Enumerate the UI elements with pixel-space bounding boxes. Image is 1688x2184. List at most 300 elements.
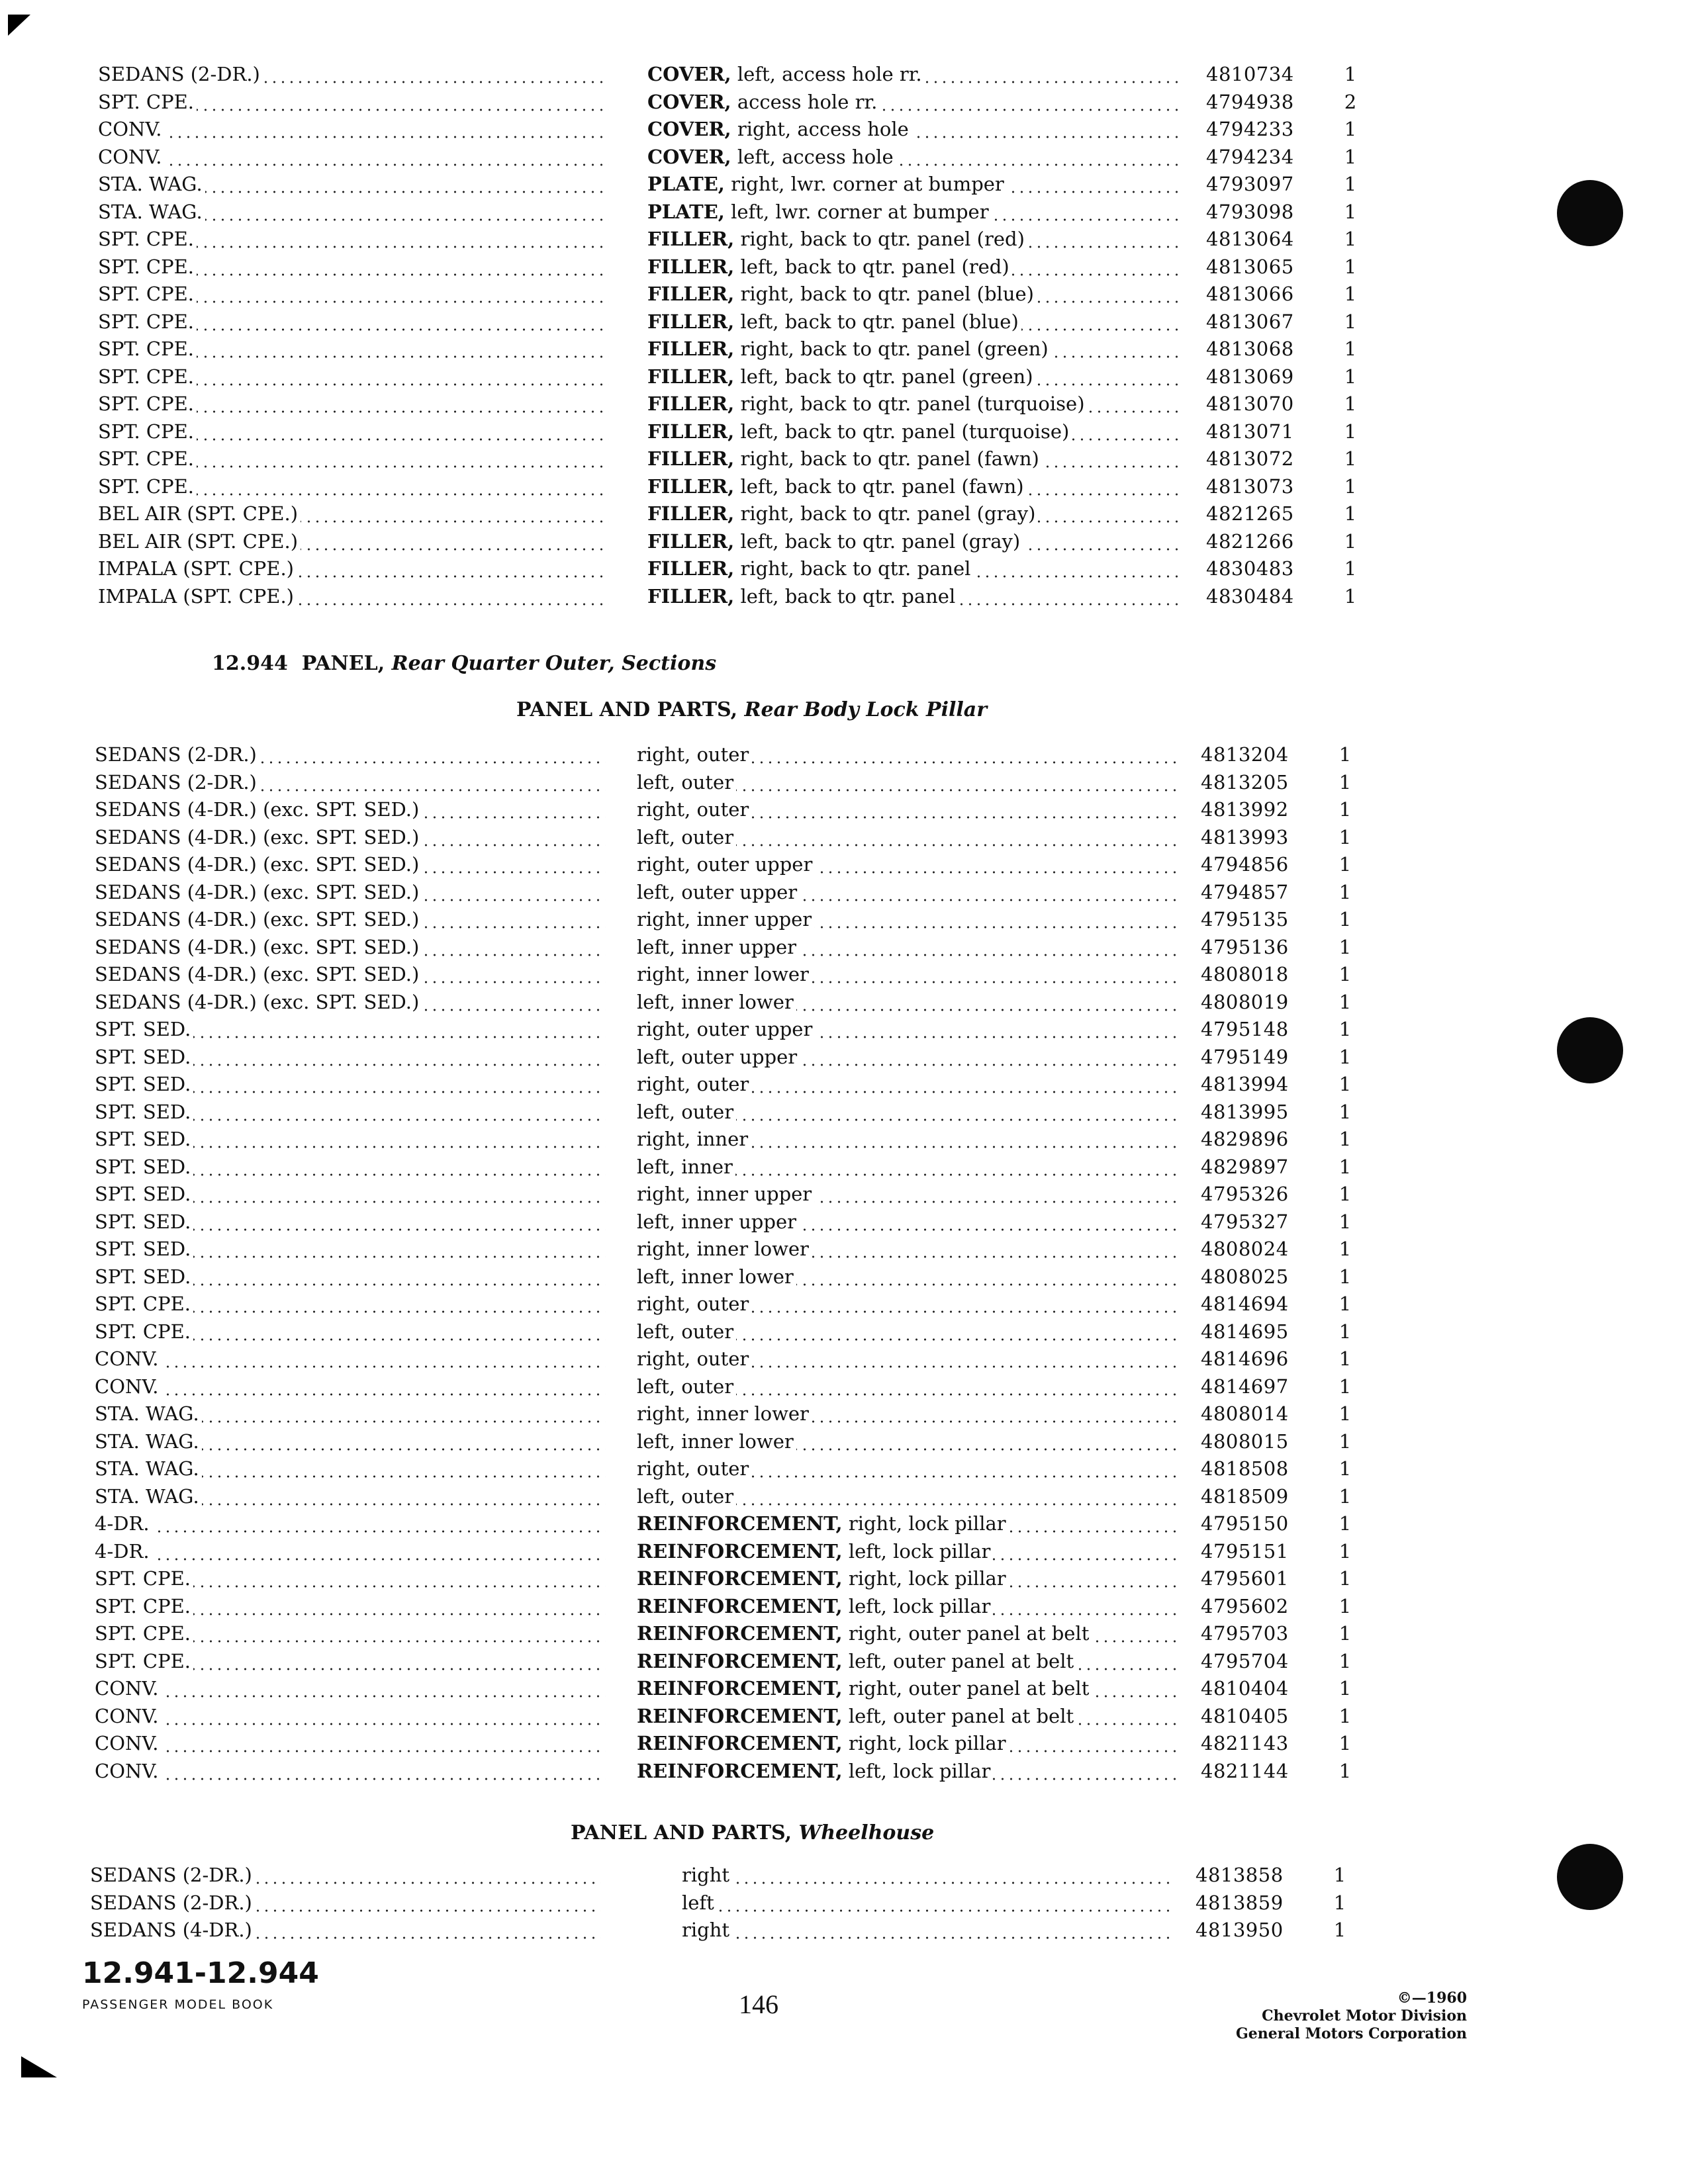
quantity: 1 [1344, 228, 1357, 250]
description-cell [647, 89, 1184, 116]
model-text: SEDANS (2-DR.) [95, 743, 259, 766]
quantity: 1 [1338, 1594, 1352, 1617]
model-text: SPT. CPE. [98, 338, 197, 360]
table-row [0, 1263, 1688, 1291]
description-detail: left, outer upper [637, 880, 798, 903]
model-cell [95, 906, 606, 934]
copyright-year: ©—1960 [1397, 1989, 1467, 2007]
table-row [0, 226, 1688, 253]
model-cell [98, 418, 609, 446]
description-cell [637, 1565, 1180, 1593]
description-cell [637, 1318, 1180, 1346]
description-keyword: FILLER, [647, 338, 735, 360]
description-cell [637, 1730, 1180, 1758]
description-cell [637, 934, 1180, 962]
description-keyword: FILLER, [647, 310, 735, 333]
footer-book-title: PASSENGER MODEL BOOK [82, 1997, 274, 2012]
part-number: 4793098 [1206, 200, 1294, 223]
description-keyword: FILLER, [647, 228, 735, 250]
quantity: 1 [1344, 63, 1357, 85]
description-cell [637, 1345, 1180, 1373]
model-text: SEDANS (4-DR.) (exc. SPT. SED.) [95, 908, 422, 931]
description-detail: right, outer [637, 798, 749, 821]
description-keyword: FILLER, [647, 255, 735, 278]
model-text: SEDANS (4-DR.) (exc. SPT. SED.) [95, 963, 422, 985]
part-number: 4808019 [1201, 990, 1289, 1013]
description-cell [637, 1016, 1180, 1044]
part-number: 4795135 [1201, 908, 1289, 931]
part-number: 4795326 [1201, 1183, 1289, 1205]
description-text [637, 1540, 993, 1563]
description-detail: right, inner upper [637, 1183, 812, 1205]
table-row [0, 824, 1688, 852]
description-detail: right, lock pillar [842, 1732, 1006, 1754]
model-text: SEDANS (4-DR.) [90, 1919, 255, 1941]
description-cell [647, 583, 1184, 611]
quantity: 1 [1338, 1210, 1352, 1233]
table-row [0, 1703, 1688, 1731]
description-cell [637, 796, 1180, 824]
description-text [637, 1512, 1009, 1535]
description-text [647, 228, 1027, 250]
model-cell [95, 1455, 606, 1483]
description-keyword: FILLER, [647, 392, 735, 415]
description-detail: left, back to qtr. panel (turquoise) [734, 420, 1070, 443]
quantity: 1 [1338, 908, 1352, 931]
part-number: 4813995 [1201, 1100, 1289, 1123]
description-keyword: REINFORCEMENT, [637, 1649, 843, 1672]
section-title-caps: PANEL, [301, 652, 385, 675]
model-cell [98, 144, 609, 171]
footer-section-range: 12.941-12.944 [82, 1956, 319, 1990]
part-number: 4808018 [1201, 963, 1289, 985]
description-text [647, 420, 1072, 443]
model-text: SPT. CPE. [95, 1320, 193, 1343]
description-cell [637, 1071, 1180, 1099]
part-number: 4795150 [1201, 1512, 1289, 1535]
quantity: 1 [1344, 475, 1357, 498]
model-cell [95, 1730, 606, 1758]
description-detail: left, back to qtr. panel (red) [734, 255, 1009, 278]
table-row [0, 281, 1688, 308]
description-cell [647, 500, 1184, 528]
description-cell [637, 906, 1180, 934]
model-text: STA. WAG. [95, 1485, 202, 1508]
quantity: 1 [1344, 118, 1357, 140]
description-cell [637, 1703, 1180, 1731]
table-row [0, 1917, 1688, 1944]
description-detail: right, outer [637, 1073, 749, 1095]
description-detail: right, outer [637, 1293, 749, 1315]
quantity: 1 [1338, 1265, 1352, 1288]
description-detail: left, outer [637, 1100, 734, 1123]
quantity: 1 [1344, 310, 1357, 333]
description-text [637, 826, 736, 848]
corner-mark-bottom-left [20, 2055, 60, 2081]
description-text [637, 1677, 1092, 1700]
part-number: 4813205 [1201, 770, 1289, 794]
table-row [0, 934, 1688, 962]
description-cell [637, 989, 1180, 1017]
part-number: 4810405 [1201, 1704, 1289, 1727]
quantity: 1 [1344, 447, 1357, 470]
description-text [637, 1265, 796, 1288]
model-text: IMPALA (SPT. CPE.) [98, 557, 297, 580]
description-detail: right, inner [637, 1128, 749, 1150]
model-cell [98, 555, 609, 583]
model-cell [98, 308, 609, 336]
model-cell [95, 1154, 606, 1181]
model-cell [98, 473, 609, 501]
model-cell [95, 824, 606, 852]
table-row [0, 1510, 1688, 1538]
model-text: STA. WAG. [95, 1430, 202, 1453]
table-row [0, 528, 1688, 556]
table-row [0, 1889, 1688, 1917]
description-cell [637, 1620, 1180, 1648]
model-text: SPT. SED. [95, 1101, 193, 1123]
part-number: 4795601 [1201, 1567, 1289, 1590]
table-row [0, 171, 1688, 199]
quantity: 1 [1344, 420, 1357, 443]
table-row [0, 1099, 1688, 1126]
description-keyword: REINFORCEMENT, [637, 1732, 843, 1754]
description-text [647, 146, 896, 168]
quantity: 1 [1344, 584, 1357, 608]
description-detail: right, lock pillar [842, 1512, 1006, 1535]
model-cell [95, 1428, 606, 1456]
description-detail: left, inner upper [637, 1210, 796, 1233]
description-cell [682, 1862, 1174, 1889]
description-text [647, 447, 1042, 470]
description-text [637, 1156, 735, 1178]
part-number: 4813204 [1201, 743, 1289, 766]
model-text: BEL AIR (SPT. CPE.) [98, 530, 301, 553]
quantity: 1 [1344, 557, 1357, 580]
quantity: 1 [1344, 145, 1357, 168]
model-text: SPT. CPE. [98, 365, 197, 388]
part-number: 4808024 [1201, 1238, 1289, 1260]
model-cell [95, 1208, 606, 1236]
part-number: 4818508 [1201, 1457, 1289, 1480]
description-text [637, 1760, 993, 1782]
quantity: 1 [1338, 1759, 1352, 1782]
description-detail: right, back to qtr. panel (gray) [734, 502, 1036, 525]
description-cell [647, 61, 1184, 89]
quantity: 1 [1338, 1677, 1352, 1700]
quantity: 1 [1344, 502, 1357, 525]
quantity: 1 [1338, 1539, 1352, 1563]
model-cell [95, 1565, 606, 1593]
model-cell [95, 1071, 606, 1099]
model-text: SEDANS (2-DR.) [98, 63, 263, 85]
description-keyword: FILLER, [647, 447, 735, 470]
model-text: SEDANS (4-DR.) (exc. SPT. SED.) [95, 991, 422, 1013]
description-text [647, 118, 912, 140]
section-number: 12.944 [212, 652, 288, 675]
description-cell [647, 226, 1184, 253]
description-keyword: REINFORCEMENT, [637, 1622, 843, 1645]
description-detail: left, outer upper [637, 1045, 798, 1068]
copyright-division: Chevrolet Motor Division [1262, 2007, 1467, 2025]
description-text [682, 1891, 717, 1914]
model-text: SEDANS (2-DR.) [95, 771, 259, 794]
table-row [0, 989, 1688, 1017]
model-text: 4-DR. [95, 1540, 152, 1563]
table-row [0, 1208, 1688, 1236]
table-row [0, 1071, 1688, 1099]
description-keyword: FILLER, [647, 584, 735, 608]
part-number: 4821266 [1206, 529, 1294, 553]
model-text: SPT. SED. [95, 1046, 193, 1068]
part-number: 4810404 [1201, 1677, 1289, 1700]
part-number: 4795602 [1201, 1594, 1289, 1617]
quantity: 1 [1344, 200, 1357, 223]
table-row [0, 1400, 1688, 1428]
table-row [0, 1483, 1688, 1511]
table-row [0, 1428, 1688, 1456]
model-cell [95, 1483, 606, 1511]
model-text: SPT. CPE. [98, 420, 197, 443]
model-text: CONV. [95, 1760, 161, 1782]
model-cell [95, 769, 606, 797]
model-cell [95, 1099, 606, 1126]
quantity: 1 [1333, 1891, 1346, 1914]
quantity: 1 [1338, 1045, 1352, 1068]
description-cell [637, 1400, 1180, 1428]
model-cell [95, 1648, 606, 1676]
description-cell [637, 1263, 1180, 1291]
model-text: SPT. CPE. [98, 310, 197, 333]
table-row [0, 1373, 1688, 1401]
description-keyword: FILLER, [647, 365, 735, 388]
description-keyword: FILLER, [647, 557, 735, 580]
quantity: 1 [1338, 1732, 1352, 1754]
description-text [647, 392, 1088, 415]
description-keyword: PLATE, [647, 200, 725, 223]
model-cell [98, 500, 609, 528]
description-text [637, 1046, 800, 1068]
description-detail: right, outer panel at belt [842, 1677, 1090, 1700]
model-text: SPT. SED. [95, 1183, 193, 1205]
description-text [637, 1650, 1076, 1672]
description-text [637, 798, 751, 821]
description-text [637, 1238, 812, 1260]
table-row [0, 1758, 1688, 1786]
part-number: 4808015 [1201, 1430, 1289, 1453]
model-text: SEDANS (4-DR.) (exc. SPT. SED.) [95, 881, 422, 903]
table-row [0, 116, 1688, 144]
quantity: 1 [1333, 1864, 1346, 1886]
description-keyword: REINFORCEMENT, [637, 1512, 843, 1535]
description-detail: left, inner upper [637, 935, 796, 958]
part-number: 4813073 [1206, 475, 1294, 498]
description-text [647, 502, 1038, 525]
description-keyword: REINFORCEMENT, [637, 1594, 843, 1617]
description-text [682, 1919, 732, 1941]
model-cell [95, 851, 606, 879]
description-text [637, 881, 800, 903]
description-cell [637, 824, 1180, 852]
description-cell [637, 1428, 1180, 1456]
part-number: 4794856 [1201, 853, 1289, 876]
model-cell [95, 1593, 606, 1621]
description-text [637, 1128, 751, 1150]
model-text: SPT. CPE. [98, 392, 197, 415]
quantity: 1 [1338, 853, 1352, 876]
description-detail: right, inner lower [637, 1402, 809, 1425]
quantity: 1 [1338, 1430, 1352, 1453]
description-cell [637, 1593, 1180, 1621]
table-row [0, 906, 1688, 934]
model-text: SEDANS (4-DR.) (exc. SPT. SED.) [95, 853, 422, 876]
description-text [637, 771, 736, 794]
table-row [0, 1675, 1688, 1703]
description-text [637, 1183, 814, 1205]
model-cell [98, 363, 609, 391]
quantity: 1 [1338, 963, 1352, 985]
part-number: 4794857 [1201, 880, 1289, 903]
description-text [637, 1347, 751, 1370]
quantity: 1 [1338, 1128, 1352, 1150]
section-heading [212, 652, 716, 675]
model-cell [95, 1263, 606, 1291]
description-text [637, 1595, 993, 1617]
quantity: 1 [1338, 743, 1352, 766]
model-text: CONV. [95, 1705, 161, 1727]
quantity: 1 [1344, 283, 1357, 305]
model-text: SPT. CPE. [98, 447, 197, 470]
table-row [0, 61, 1688, 89]
model-cell [98, 226, 609, 253]
quantity: 1 [1338, 1100, 1352, 1123]
description-text [647, 63, 925, 85]
description-keyword: PLATE, [647, 173, 725, 195]
part-number: 4795151 [1201, 1539, 1289, 1563]
quantity: 1 [1338, 880, 1352, 903]
description-detail: right, back to qtr. panel (fawn) [734, 447, 1039, 470]
part-number: 4829897 [1201, 1155, 1289, 1178]
quantity: 1 [1344, 255, 1357, 278]
table-row [0, 1862, 1688, 1889]
model-cell [90, 1917, 601, 1944]
table-row [0, 89, 1688, 116]
model-cell [98, 89, 609, 116]
description-cell [682, 1917, 1174, 1944]
description-text [637, 1430, 796, 1453]
model-text: CONV. [95, 1732, 161, 1754]
part-number: 4821144 [1201, 1759, 1289, 1782]
part-number: 4813064 [1206, 228, 1294, 250]
model-cell [98, 281, 609, 308]
description-text [647, 338, 1051, 360]
model-text: SPT. CPE. [95, 1293, 193, 1315]
table-row [0, 473, 1688, 501]
description-cell [647, 199, 1184, 226]
part-number: 4810734 [1206, 63, 1294, 85]
table-row [0, 199, 1688, 226]
table-row [0, 961, 1688, 989]
model-text: SPT. SED. [95, 1018, 193, 1040]
description-detail: right, outer upper [637, 1018, 813, 1040]
part-number: 4794233 [1206, 118, 1294, 140]
model-cell [95, 1016, 606, 1044]
model-cell [95, 1538, 606, 1566]
table-row [0, 1016, 1688, 1044]
description-keyword: COVER, [647, 63, 731, 85]
description-text [647, 365, 1036, 388]
model-text: SPT. CPE. [95, 1567, 193, 1590]
description-detail: left, back to qtr. panel [734, 584, 956, 608]
description-detail: left, lock pillar [842, 1539, 991, 1563]
table-row [0, 500, 1688, 528]
description-keyword: REINFORCEMENT, [637, 1677, 843, 1700]
description-detail: right, outer upper [637, 853, 813, 876]
part-number: 4814697 [1201, 1375, 1289, 1398]
description-detail: right, outer [637, 1457, 749, 1480]
description-detail: left, lock pillar [842, 1594, 991, 1617]
model-text: STA. WAG. [98, 201, 205, 223]
subheading-wheelhouse [571, 1821, 934, 1844]
part-number: 4795703 [1201, 1622, 1289, 1645]
description-keyword: COVER, [647, 118, 731, 140]
description-cell [647, 281, 1184, 308]
description-detail: left, outer panel at belt [842, 1649, 1074, 1672]
description-keyword: FILLER, [647, 283, 735, 305]
model-cell [95, 1345, 606, 1373]
footer-copyright [1236, 1989, 1467, 2043]
description-cell [647, 253, 1184, 281]
description-cell [637, 1126, 1180, 1154]
model-text: BEL AIR (SPT. CPE.) [98, 502, 301, 525]
description-text [637, 1293, 751, 1315]
model-cell [95, 1620, 606, 1648]
part-number: 4813070 [1206, 392, 1294, 415]
description-cell [637, 741, 1180, 769]
model-cell [98, 199, 609, 226]
part-number: 4813069 [1206, 365, 1294, 388]
quantity: 1 [1338, 1073, 1352, 1095]
quantity: 1 [1338, 1347, 1352, 1370]
model-cell [90, 1862, 601, 1889]
part-number: 4813994 [1201, 1073, 1289, 1095]
description-detail: right, outer panel at belt [842, 1622, 1090, 1645]
description-detail: right, outer [637, 743, 749, 766]
table-row [0, 583, 1688, 611]
description-keyword: COVER, [647, 145, 731, 168]
model-cell [95, 1044, 606, 1071]
description-cell [647, 418, 1184, 446]
description-text [647, 530, 1023, 553]
part-number: 4830484 [1206, 584, 1294, 608]
part-number: 4795327 [1201, 1210, 1289, 1233]
part-number: 4813072 [1206, 447, 1294, 470]
model-cell [95, 879, 606, 907]
model-cell [95, 1675, 606, 1703]
subheading-wheelhouse-caps: PANEL AND PARTS, [571, 1821, 792, 1844]
model-cell [95, 1318, 606, 1346]
description-detail: left, inner [637, 1155, 733, 1178]
model-text: SPT. SED. [95, 1210, 193, 1233]
description-detail: right, outer [637, 1347, 749, 1370]
description-detail: left, outer [637, 825, 734, 848]
description-detail: left, back to qtr. panel (fawn) [734, 475, 1024, 498]
description-detail: left, outer [637, 1375, 734, 1398]
part-number: 4813993 [1201, 825, 1289, 848]
subheading-lock-pillar [516, 698, 987, 721]
model-text: SEDANS (4-DR.) (exc. SPT. SED.) [95, 936, 422, 958]
model-cell [98, 445, 609, 473]
